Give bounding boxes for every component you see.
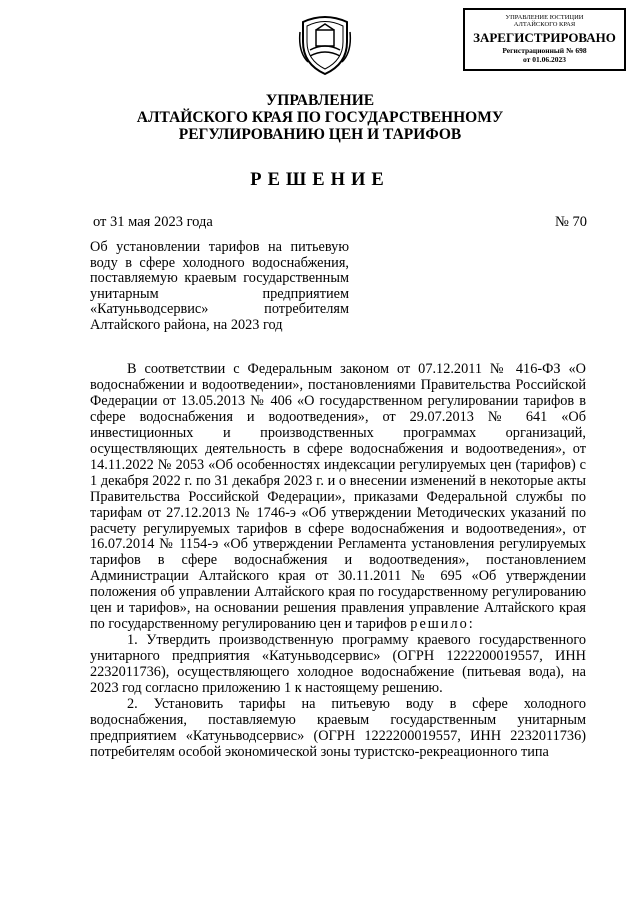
org-line1: УПРАВЛЕНИЕ <box>265 92 375 109</box>
coat-of-arms-icon <box>298 12 352 76</box>
registration-stamp <box>463 8 626 71</box>
document-date: от 31 мая 2023 года <box>93 214 213 230</box>
stamp-line1: УПРАВЛЕНИЕ ЮСТИЦИИ <box>505 14 584 21</box>
org-line3: РЕГУЛИРОВАНИЮ ЦЕН И ТАРИФОВ <box>178 126 462 143</box>
stamp-reg-number: Регистрационный № 698 <box>502 46 587 55</box>
preamble-text: В соответствии с Федеральным законом от 07.12.2011 № 416-ФЗ «О водоснабжении и водоотведении», постановлениями Правительства Российской Федерации от 13.05.2013 № 406 «О государственном регулировании тарифов в сфере водоснабжения и водоотведения», от 29.07.2013 № 641 «Об инвестиционных и производственных программах организаций, осуществляющих деятельность в сфере водоснабжения и водоотведения», от 14.11.2022 № 2053 «Об особенностях индексации регулируемых цен (тарифов) с 1 декабря 2022 г. по 31 декабря 2023 г. и о внесении изменений в некоторые акты Правительства Российской Федерации», приказами Федеральной службы по тарифам от 27.12.2013 № 1746-э «Об утверждении Методических указаний по расчету регулируемых тарифов в сфере водоснабжения и водоотведения», от 16.07.2014 № 1154-э «Об утверждении Регламента установления регулируемых тарифов в сфере водоснабжения и водоотведения», постановлением Администрации Алтайского края от 30.11.2011 № 695 «Об утверждении положения об управлении Алтайского края по государственному регулированию цен и тарифов», на основании решения правления управление Алтайского края по государственному регулированию цен и тарифов <box>90 361 586 633</box>
stamp-reg-date: от 01.06.2023 <box>523 55 566 64</box>
preamble <box>90 362 586 633</box>
document-subject: Об установлении тарифов на питьевую воду в сфере холодного водоснабжения, поставляемую краевым государственным унитарным предприятием «Катуньводсервис» потребителям Алтайского района, на 2023 год <box>90 239 349 333</box>
document-body <box>90 362 586 761</box>
stamp-line2: АЛТАЙСКОГО КРАЯ <box>513 21 576 28</box>
decided-word: решило: <box>410 616 475 633</box>
item-1: 1. Утвердить производственную программу краевого государственного унитарного предприятия «Катуньводсервис» (ОГРН 1222200019557, ИНН 2232011736), осуществляющего холодное водоснабжение (питьевая вода), на 2023 год согласно приложению 1 к настоящему решению. <box>90 632 586 697</box>
item-2: 2. Установить тарифы на питьевую воду в сфере холодного водоснабжения, поставляемую краевым государственным унитарным предприятием «Катуньводсервис» (ОГРН 1222200019557, ИНН 2232011736) потребителям особой экономической зоны туристско-рекреационного типа <box>90 696 586 760</box>
stamp-registered: ЗАРЕГИСТРИРОВАНО <box>473 30 616 45</box>
document-type: РЕШЕНИЕ <box>250 170 390 190</box>
org-line2: АЛТАЙСКОГО КРАЯ ПО ГОСУДАРСТВЕННОМУ <box>136 109 504 126</box>
document-number: № 70 <box>555 214 587 230</box>
